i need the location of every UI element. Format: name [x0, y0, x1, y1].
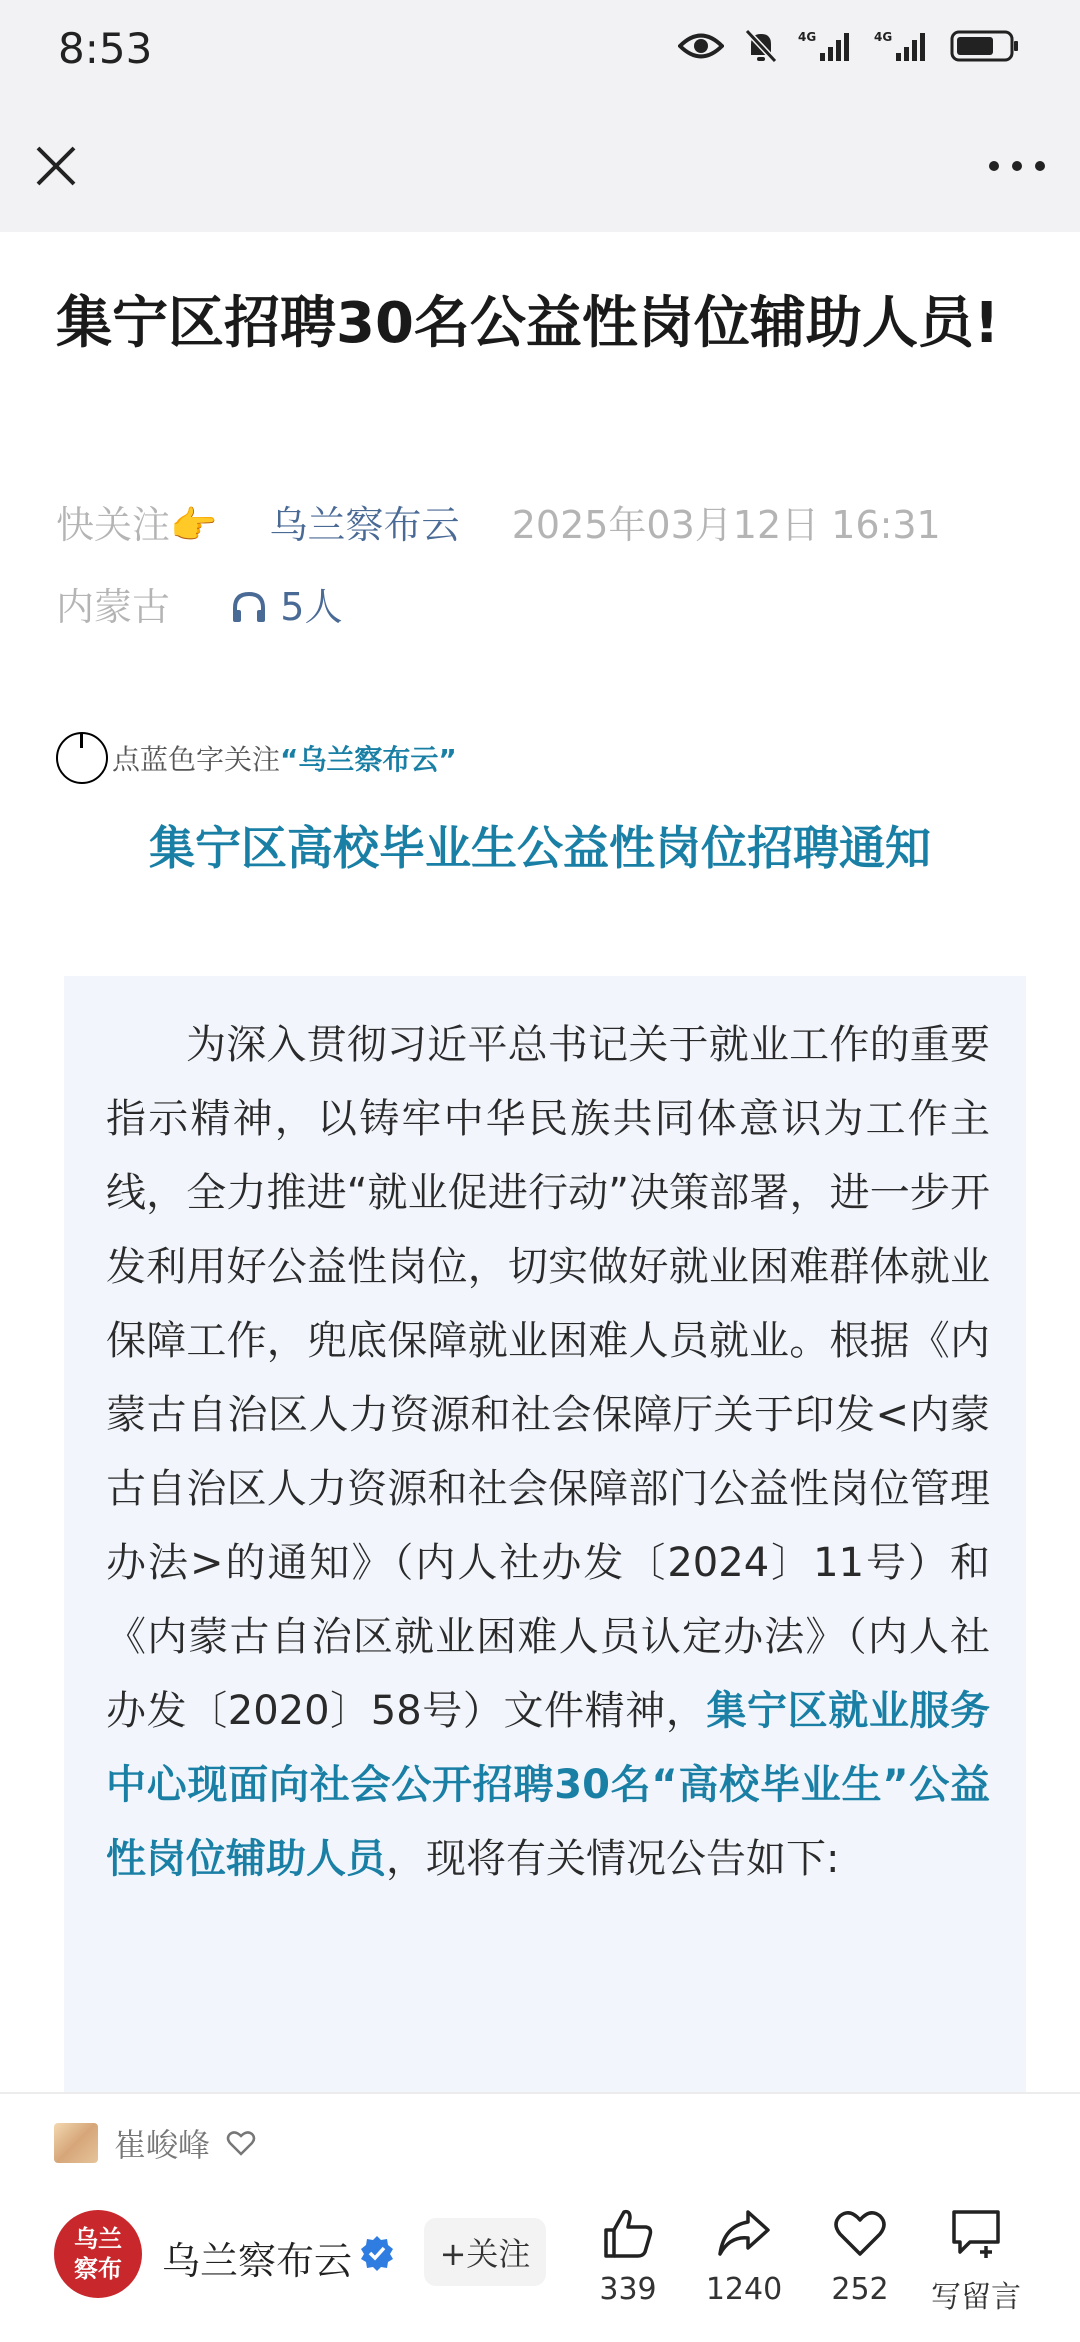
liker-avatar — [54, 2123, 98, 2163]
like-count: 339 — [599, 2272, 657, 2307]
bell-off-icon — [744, 28, 778, 64]
region-label: 内蒙古 — [56, 585, 171, 629]
article-paragraph — [106, 1008, 990, 1896]
share-button[interactable] — [684, 2206, 804, 2307]
svg-text:4G: 4G — [798, 30, 817, 44]
follow-tip — [56, 732, 457, 784]
follow-tip-brand[interactable]: “乌兰察布云” — [280, 743, 457, 776]
publish-datetime: 2025年03月12日 16:31 — [511, 503, 941, 547]
signal-4g-icon — [798, 29, 854, 63]
comment-icon — [948, 2206, 1004, 2260]
content-box — [64, 976, 1026, 2092]
power-circle-icon — [56, 732, 108, 784]
meta-tag: 快关注👉 — [56, 503, 218, 547]
account-logo-text: 乌兰察布 — [74, 2225, 122, 2283]
listen-button[interactable] — [230, 585, 342, 629]
article — [0, 232, 1080, 2092]
comment-label: 写留言 — [931, 2280, 1021, 2315]
status-icons — [678, 28, 1020, 64]
bottom-panel — [0, 2092, 1080, 2342]
article-meta — [56, 494, 941, 549]
signal-4g-icon — [874, 29, 930, 63]
listener-count: 5人 — [280, 585, 343, 629]
comment-button[interactable] — [916, 2206, 1036, 2316]
author-link[interactable]: 乌兰察布云 — [269, 503, 460, 547]
like-button[interactable] — [568, 2206, 688, 2307]
liker-name: 崔峻峰 — [114, 2126, 211, 2164]
follow-tip-text: 点蓝色字关注 — [112, 743, 281, 776]
account-name[interactable]: 乌兰察布云 — [162, 2239, 353, 2283]
share-count: 1240 — [705, 2272, 783, 2307]
favorite-count: 252 — [831, 2272, 889, 2307]
headphones-icon — [230, 590, 268, 624]
eye-icon — [678, 31, 724, 61]
account-avatar[interactable] — [54, 2210, 142, 2298]
liker-row[interactable] — [54, 2120, 256, 2166]
share-icon — [716, 2206, 772, 2260]
close-button[interactable] — [26, 136, 86, 196]
article-meta-second — [56, 576, 342, 631]
status-bar — [0, 0, 1080, 100]
top-navigation-bar — [0, 100, 1080, 232]
article-title: 集宁区招聘30名公益性岗位辅助人员! — [56, 291, 1000, 356]
follow-button[interactable]: +关注 — [424, 2218, 546, 2286]
more-button[interactable] — [982, 136, 1052, 196]
status-time: 8:53 — [58, 24, 153, 73]
svg-text:4G: 4G — [874, 30, 893, 44]
paragraph-highlight: 集宁区就业服务中心现面向社会公开招聘30名“高校毕业生”公益性岗位辅助人员 — [106, 1688, 991, 1882]
close-icon — [26, 136, 86, 196]
heart-outline-icon — [226, 2129, 256, 2157]
battery-icon — [950, 29, 1020, 63]
thumbs-up-icon — [600, 2206, 656, 2260]
favorite-button[interactable] — [800, 2206, 920, 2307]
paragraph-text: 为深入贯彻习近平总书记关于就业工作的重要指示精神，以铸牢中华民族共同体意识为工作主线，全力推进“就业促进行动”决策部署，进一步开发利用好公益性岗位，切实做好就业困难群体就业保障工作，兜底保障就业困难人员就业。根据《内蒙古自治区人力资源和社会保障厅关于印发<内蒙古自治区人力资源和社会保障部门公益性岗位管理办法>的通知》（内人社办发〔2024〕11号）和《内蒙古自治区就业困难人员认定办法》（内人社办发〔2020〕58号）文件精神， — [106, 1022, 990, 1734]
paragraph-text-end: ，现将有关情况公告如下: — [386, 1836, 840, 1882]
more-icon — [982, 136, 1052, 196]
notice-heading: 集宁区高校毕业生公益性岗位招聘通知 — [149, 821, 931, 875]
verified-badge-icon — [358, 2234, 396, 2272]
heart-icon — [832, 2206, 888, 2260]
